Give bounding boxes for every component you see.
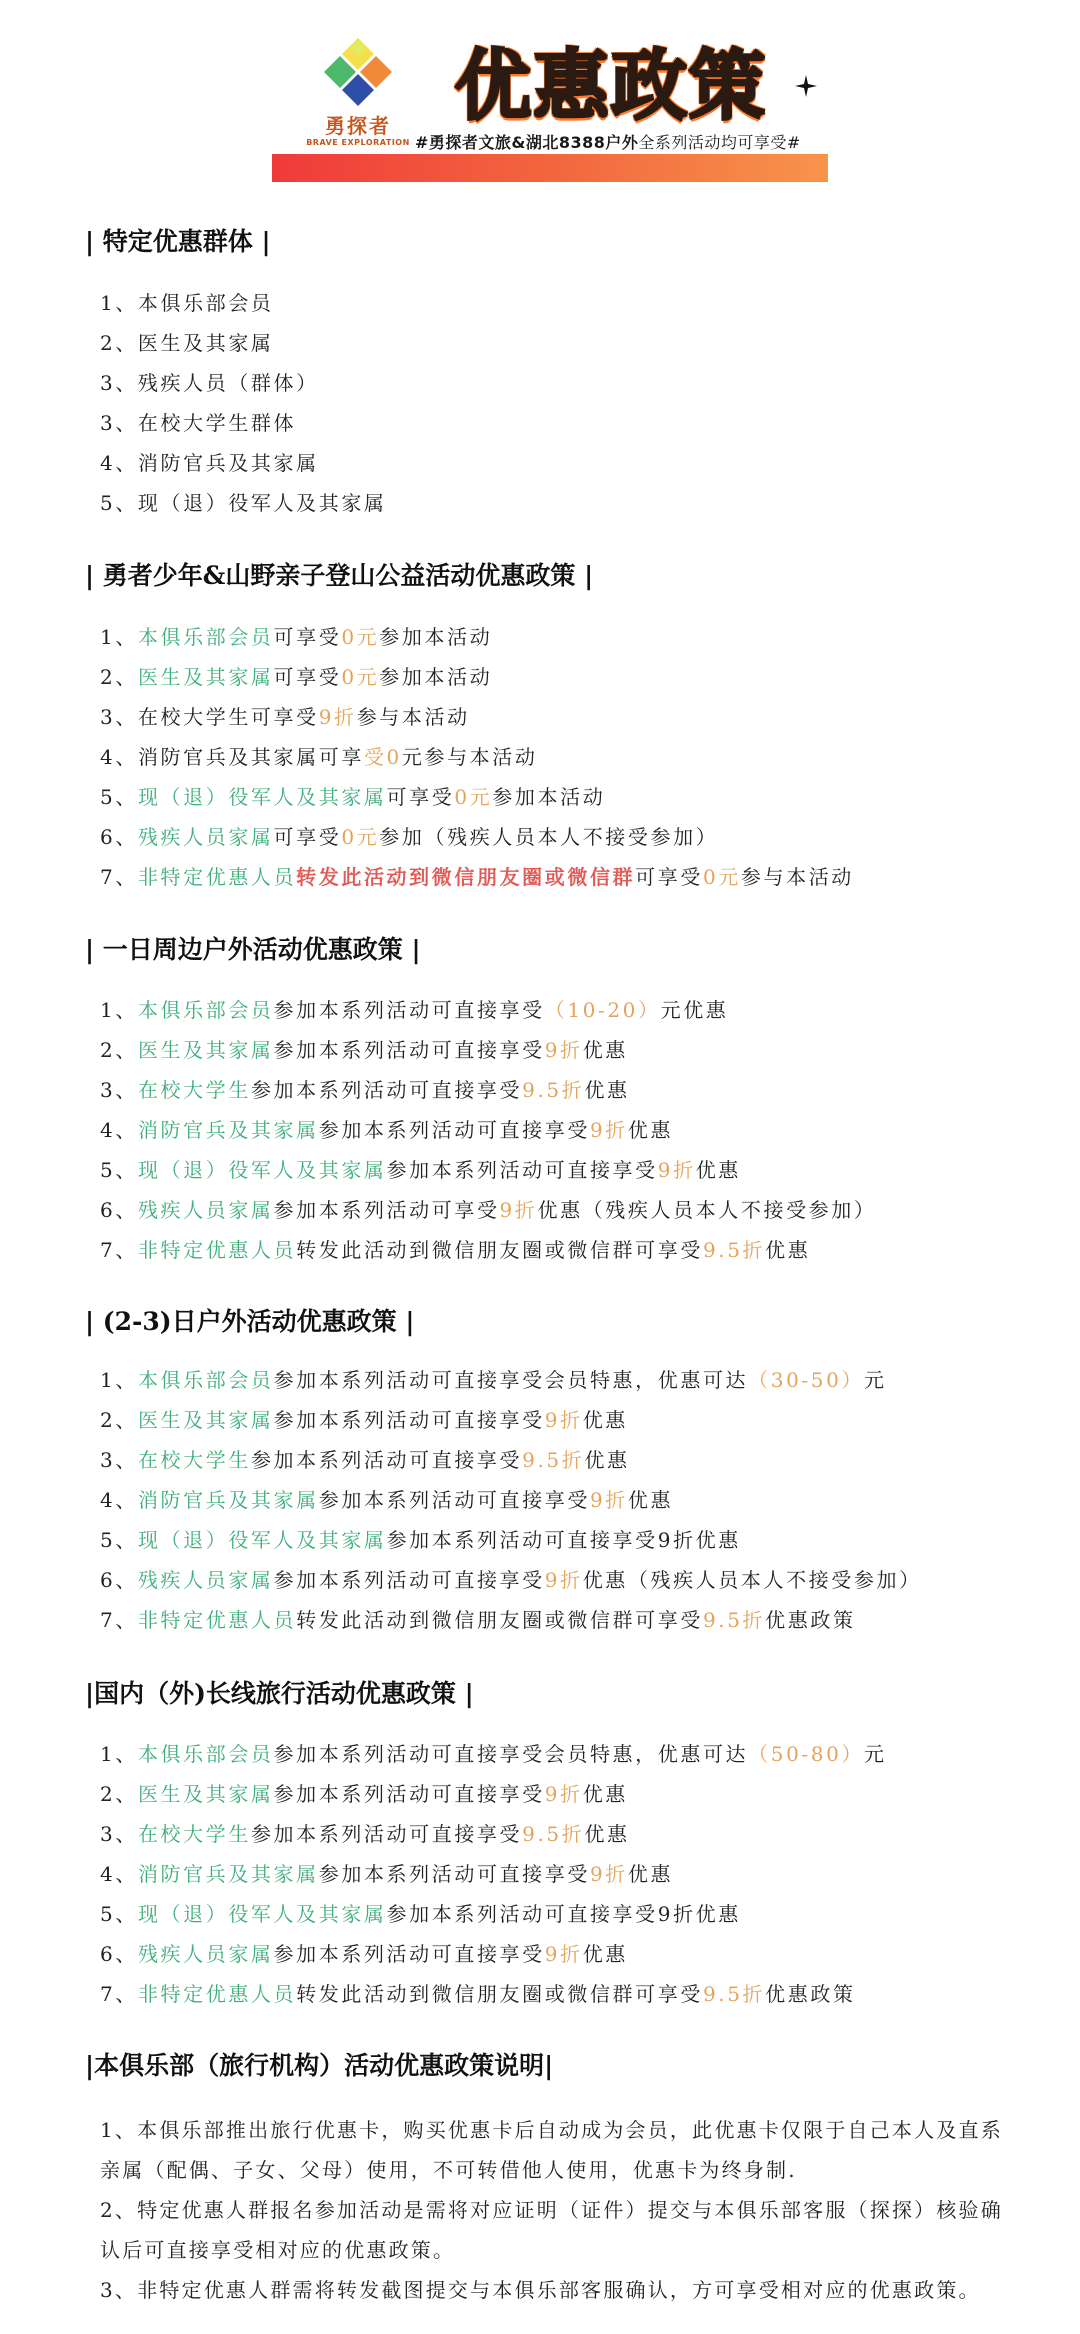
- list-item: 6、残疾人员家属参加本系列活动可直接享受9折优惠: [100, 1942, 628, 1966]
- list-item: 6、残疾人员家属参加本系列活动可享受9折优惠（残疾人员本人不接受参加）: [100, 1198, 877, 1222]
- list-item: 4、消防官兵及其家属参加本系列活动可直接享受9折优惠: [100, 1488, 674, 1512]
- list-item: 7、非特定优惠人员转发此活动到微信朋友圈或微信群可享受9.5折优惠: [100, 1238, 811, 1262]
- list-item: 3、在校大学生群体: [100, 411, 297, 435]
- list-item: 1、本俱乐部会员可享受0元参加本活动: [100, 625, 493, 649]
- section-title-policy-notes: |本俱乐部（旅行机构）活动优惠政策说明|: [85, 2051, 554, 2080]
- list-item: 3、残疾人员（群体）: [100, 371, 319, 395]
- list-item: 7、非特定优惠人员转发此活动到微信朋友圈或微信群可享受0元参与本活动: [100, 865, 854, 889]
- list-item: 4、消防官兵及其家属参加本系列活动可直接享受9折优惠: [100, 1118, 674, 1142]
- list-item: 7、非特定优惠人员转发此活动到微信朋友圈或微信群可享受9.5折优惠政策: [100, 1982, 856, 2006]
- header-gradient-bar: [272, 154, 828, 182]
- logo-chinese-text: 勇探者: [325, 114, 391, 138]
- list-item: 5、现（退）役军人及其家属参加本系列活动可直接享受9折优惠: [100, 1158, 741, 1182]
- logo-diamond-icon: [316, 36, 400, 106]
- section-title-multi-day: | (2-3)日户外活动优惠政策 |: [85, 1307, 415, 1336]
- page-title: 优惠政策: [455, 41, 767, 130]
- list-item: 6、残疾人员家属参加本系列活动可直接享受9折优惠（残疾人员本人不接受参加）: [100, 1568, 922, 1592]
- subtitle-rest: 全系列活动均可享受#: [638, 133, 801, 152]
- list-item: 5、现（退）役军人及其家属可享受0元参加本活动: [100, 785, 606, 809]
- list-item: 4、消防官兵及其家属可享受0元参与本活动: [100, 745, 538, 769]
- list-item: 2、医生及其家属可享受0元参加本活动: [100, 665, 493, 689]
- list-item: 2、医生及其家属参加本系列活动可直接享受9折优惠: [100, 1408, 628, 1432]
- list-item: 3、在校大学生参加本系列活动可直接享受9.5折优惠: [100, 1078, 630, 1102]
- list-item: 5、现（退）役军人及其家属: [100, 491, 387, 515]
- list-item: 5、现（退）役军人及其家属参加本系列活动可直接享受9折优惠: [100, 1528, 741, 1552]
- list-item: 3、在校大学生参加本系列活动可直接享受9.5折优惠: [100, 1448, 630, 1472]
- list-item: 1、本俱乐部会员: [100, 291, 274, 315]
- section-title-long-trip: |国内（外)长线旅行活动优惠政策 |: [85, 1679, 474, 1708]
- logo-english-text: BRAVE EXPLORATION: [306, 138, 410, 147]
- list-item: 4、消防官兵及其家属参加本系列活动可直接享受9折优惠: [100, 1862, 674, 1886]
- header: [0, 0, 1080, 200]
- list-item: 7、非特定优惠人员转发此活动到微信朋友圈或微信群可享受9.5折优惠政策: [100, 1608, 856, 1632]
- policy-note-2: 2、特定优惠人群报名参加活动是需将对应证明（证件）提交与本俱乐部客服（探探）核验确认后可直接享受相对应的优惠政策。: [100, 2198, 1003, 2262]
- brand-logo: [298, 36, 418, 150]
- list-item: 5、现（退）役军人及其家属参加本系列活动可直接享受9折优惠: [100, 1902, 741, 1926]
- list-item: 4、消防官兵及其家属: [100, 451, 319, 475]
- list-item: 2、医生及其家属: [100, 331, 274, 355]
- subtitle-bold: #勇探者文旅&湖北8388户外: [415, 133, 639, 152]
- list-item: 1、本俱乐部会员参加本系列活动可直接享受会员特惠，优惠可达（50-80）元: [100, 1742, 887, 1766]
- sparkle-icon: [795, 75, 817, 97]
- page-subtitle: [415, 130, 801, 153]
- policy-note-3: 3、非特定优惠人群需将转发截图提交与本俱乐部客服确认，方可享受相对应的优惠政策。: [100, 2278, 981, 2302]
- list-item: 3、在校大学生可享受9折参与本活动: [100, 705, 470, 729]
- list-item: 3、在校大学生参加本系列活动可直接享受9.5折优惠: [100, 1822, 630, 1846]
- list-item: 1、本俱乐部会员参加本系列活动可直接享受（10-20）元优惠: [100, 998, 729, 1022]
- list-item: 1、本俱乐部会员参加本系列活动可直接享受会员特惠，优惠可达（30-50）元: [100, 1368, 887, 1392]
- list-item: 6、残疾人员家属可享受0元参加（残疾人员本人不接受参加）: [100, 825, 719, 849]
- policy-note-1: 1、本俱乐部推出旅行优惠卡，购买优惠卡后自动成为会员，此优惠卡仅限于自己本人及直系亲属（配偶、子女、父母）使用，不可转借他人使用，优惠卡为终身制.: [100, 2118, 1003, 2182]
- section-title-one-day: | 一日周边户外活动优惠政策 |: [85, 935, 421, 964]
- section-title-special-groups: | 特定优惠群体 |: [85, 227, 271, 256]
- section-title-charity-climb: | 勇者少年&山野亲子登山公益活动优惠政策 |: [85, 561, 594, 590]
- list-item: 2、医生及其家属参加本系列活动可直接享受9折优惠: [100, 1038, 628, 1062]
- list-item: 2、医生及其家属参加本系列活动可直接享受9折优惠: [100, 1782, 628, 1806]
